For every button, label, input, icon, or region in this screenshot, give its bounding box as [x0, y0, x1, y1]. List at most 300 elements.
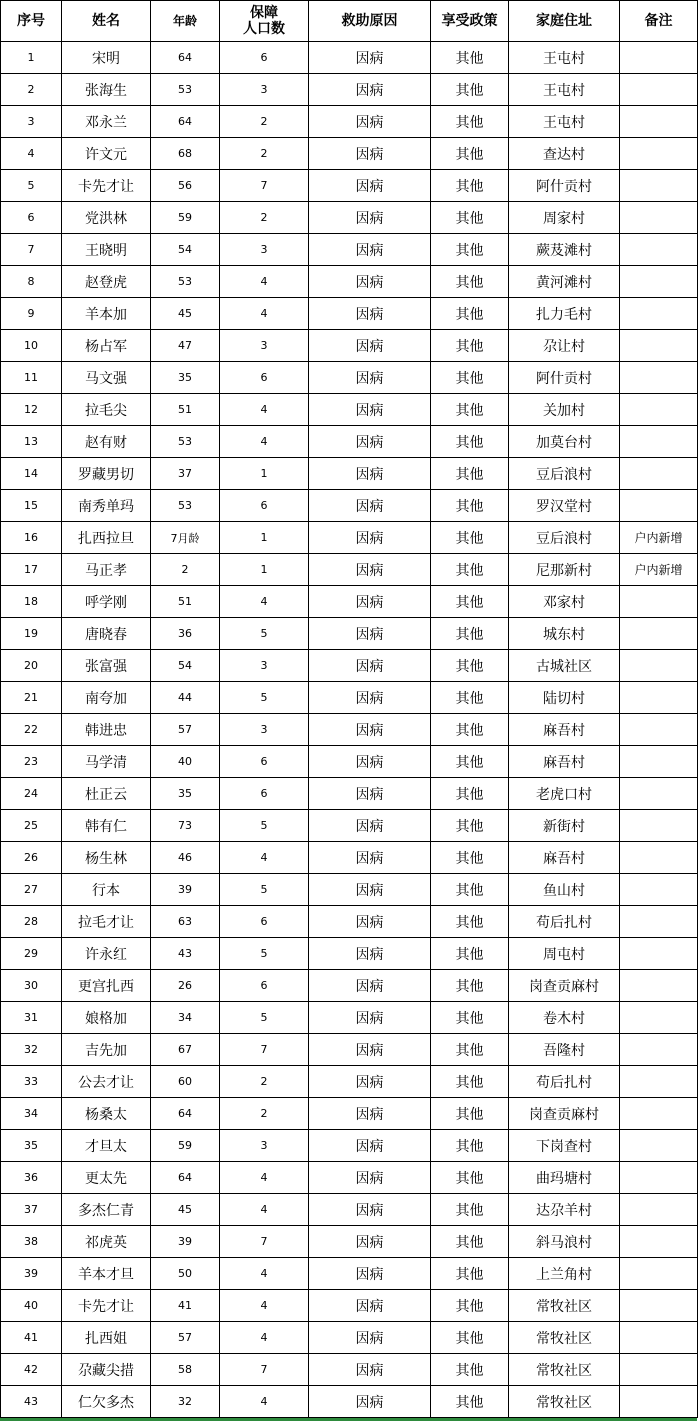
- name-cell: 宋明: [62, 42, 151, 74]
- reason-cell: 因病: [309, 330, 431, 362]
- reason-cell: 因病: [309, 842, 431, 874]
- table-row: [1, 1002, 698, 1034]
- serial-cell: 6: [1, 202, 62, 234]
- age-cell: 57: [151, 714, 220, 746]
- remarks-cell: [620, 426, 698, 458]
- table-row: [1, 970, 698, 1002]
- remarks-cell: [620, 618, 698, 650]
- policy-cell: 其他: [431, 682, 509, 714]
- table-row: [1, 650, 698, 682]
- reason-cell: 因病: [309, 906, 431, 938]
- table-row: [1, 490, 698, 522]
- covered-persons-cell: 4: [220, 842, 309, 874]
- serial-cell: 14: [1, 458, 62, 490]
- name-cell: 呼学刚: [62, 586, 151, 618]
- table-row: [1, 426, 698, 458]
- remarks-cell: [620, 682, 698, 714]
- address-cell: 常牧社区: [509, 1386, 620, 1418]
- age-cell: 64: [151, 106, 220, 138]
- name-cell: 卡先才让: [62, 1290, 151, 1322]
- header-name: 姓名: [62, 1, 151, 42]
- policy-cell: 其他: [431, 426, 509, 458]
- name-cell: 娘格加: [62, 1002, 151, 1034]
- serial-cell: 9: [1, 298, 62, 330]
- serial-cell: 1: [1, 42, 62, 74]
- remarks-cell: [620, 170, 698, 202]
- covered-persons-cell: 6: [220, 746, 309, 778]
- remarks-cell: [620, 1386, 698, 1418]
- remarks-cell: [620, 778, 698, 810]
- table-row: [1, 746, 698, 778]
- remarks-cell: 户内新增: [620, 522, 698, 554]
- remarks-cell: [620, 1226, 698, 1258]
- policy-cell: 其他: [431, 1290, 509, 1322]
- remarks-cell: [620, 970, 698, 1002]
- address-cell: 周家村: [509, 202, 620, 234]
- table-row: [1, 1290, 698, 1322]
- name-cell: 羊本才旦: [62, 1258, 151, 1290]
- table-row: [1, 394, 698, 426]
- age-cell: 53: [151, 266, 220, 298]
- reason-cell: 因病: [309, 714, 431, 746]
- serial-cell: 18: [1, 586, 62, 618]
- reason-cell: 因病: [309, 298, 431, 330]
- covered-persons-cell: 2: [220, 202, 309, 234]
- reason-cell: 因病: [309, 1322, 431, 1354]
- table-row: [1, 874, 698, 906]
- policy-cell: 其他: [431, 522, 509, 554]
- age-cell: 37: [151, 458, 220, 490]
- age-cell: 46: [151, 842, 220, 874]
- serial-cell: 5: [1, 170, 62, 202]
- reason-cell: 因病: [309, 42, 431, 74]
- remarks-cell: 户内新增: [620, 554, 698, 586]
- age-cell: 7月龄: [151, 522, 220, 554]
- serial-cell: 3: [1, 106, 62, 138]
- table-row: [1, 938, 698, 970]
- policy-cell: 其他: [431, 970, 509, 1002]
- reason-cell: 因病: [309, 1226, 431, 1258]
- serial-cell: 33: [1, 1066, 62, 1098]
- age-cell: 53: [151, 74, 220, 106]
- reason-cell: 因病: [309, 554, 431, 586]
- reason-cell: 因病: [309, 650, 431, 682]
- policy-cell: 其他: [431, 1194, 509, 1226]
- age-cell: 51: [151, 394, 220, 426]
- serial-cell: 29: [1, 938, 62, 970]
- table-row: [1, 362, 698, 394]
- name-cell: 南秀单玛: [62, 490, 151, 522]
- reason-cell: 因病: [309, 778, 431, 810]
- covered-persons-cell: 4: [220, 1194, 309, 1226]
- age-cell: 67: [151, 1034, 220, 1066]
- remarks-cell: [620, 330, 698, 362]
- policy-cell: 其他: [431, 330, 509, 362]
- covered-persons-cell: 4: [220, 1290, 309, 1322]
- remarks-cell: [620, 906, 698, 938]
- policy-cell: 其他: [431, 874, 509, 906]
- serial-cell: 41: [1, 1322, 62, 1354]
- age-cell: 54: [151, 234, 220, 266]
- table-row: [1, 330, 698, 362]
- serial-cell: 23: [1, 746, 62, 778]
- remarks-cell: [620, 1162, 698, 1194]
- serial-cell: 34: [1, 1098, 62, 1130]
- covered-persons-cell: 6: [220, 778, 309, 810]
- policy-cell: 其他: [431, 266, 509, 298]
- remarks-cell: [620, 810, 698, 842]
- age-cell: 51: [151, 586, 220, 618]
- reason-cell: 因病: [309, 362, 431, 394]
- header-remarks: 备注: [620, 1, 698, 42]
- name-cell: 张海生: [62, 74, 151, 106]
- table-row: [1, 1194, 698, 1226]
- covered-persons-cell: 4: [220, 1386, 309, 1418]
- address-cell: 黄河滩村: [509, 266, 620, 298]
- table-row: [1, 906, 698, 938]
- covered-persons-cell: 3: [220, 1130, 309, 1162]
- name-cell: 尕藏尖措: [62, 1354, 151, 1386]
- address-cell: 古城社区: [509, 650, 620, 682]
- reason-cell: 因病: [309, 1386, 431, 1418]
- name-cell: 卡先才让: [62, 170, 151, 202]
- covered-persons-cell: 6: [220, 42, 309, 74]
- policy-cell: 其他: [431, 1162, 509, 1194]
- serial-cell: 40: [1, 1290, 62, 1322]
- reason-cell: 因病: [309, 490, 431, 522]
- address-cell: 周屯村: [509, 938, 620, 970]
- policy-cell: 其他: [431, 1226, 509, 1258]
- age-cell: 59: [151, 202, 220, 234]
- age-cell: 53: [151, 426, 220, 458]
- address-cell: 常牧社区: [509, 1290, 620, 1322]
- address-cell: 麻吾村: [509, 746, 620, 778]
- age-cell: 44: [151, 682, 220, 714]
- name-cell: 王晓明: [62, 234, 151, 266]
- age-cell: 57: [151, 1322, 220, 1354]
- name-cell: 祁虎英: [62, 1226, 151, 1258]
- name-cell: 赵登虎: [62, 266, 151, 298]
- age-cell: 2: [151, 554, 220, 586]
- name-cell: 马文强: [62, 362, 151, 394]
- name-cell: 马正孝: [62, 554, 151, 586]
- remarks-cell: [620, 458, 698, 490]
- header-covered-persons: [220, 1, 309, 42]
- policy-cell: 其他: [431, 490, 509, 522]
- policy-cell: 其他: [431, 362, 509, 394]
- address-cell: 鱼山村: [509, 874, 620, 906]
- name-cell: 羊本加: [62, 298, 151, 330]
- reason-cell: 因病: [309, 170, 431, 202]
- reason-cell: 因病: [309, 1034, 431, 1066]
- age-cell: 39: [151, 874, 220, 906]
- policy-cell: 其他: [431, 106, 509, 138]
- table-row: [1, 42, 698, 74]
- age-cell: 43: [151, 938, 220, 970]
- policy-cell: 其他: [431, 650, 509, 682]
- address-cell: 尼那新村: [509, 554, 620, 586]
- reason-cell: 因病: [309, 1130, 431, 1162]
- covered-persons-cell: 7: [220, 1226, 309, 1258]
- policy-cell: 其他: [431, 778, 509, 810]
- table-row: [1, 1098, 698, 1130]
- serial-cell: 26: [1, 842, 62, 874]
- covered-persons-cell: 2: [220, 138, 309, 170]
- covered-persons-cell: 6: [220, 362, 309, 394]
- reason-cell: 因病: [309, 202, 431, 234]
- policy-cell: 其他: [431, 810, 509, 842]
- table-row: [1, 1354, 698, 1386]
- serial-cell: 39: [1, 1258, 62, 1290]
- covered-persons-cell: 5: [220, 682, 309, 714]
- remarks-cell: [620, 490, 698, 522]
- serial-cell: 7: [1, 234, 62, 266]
- remarks-cell: [620, 1194, 698, 1226]
- name-cell: 许永红: [62, 938, 151, 970]
- name-cell: 党洪林: [62, 202, 151, 234]
- serial-cell: 15: [1, 490, 62, 522]
- covered-persons-cell: 3: [220, 650, 309, 682]
- reason-cell: 因病: [309, 266, 431, 298]
- policy-cell: 其他: [431, 1386, 509, 1418]
- header-covered-persons-line1: 保障: [250, 5, 278, 21]
- serial-cell: 16: [1, 522, 62, 554]
- policy-cell: 其他: [431, 842, 509, 874]
- age-cell: 54: [151, 650, 220, 682]
- covered-persons-cell: 1: [220, 554, 309, 586]
- age-cell: 41: [151, 1290, 220, 1322]
- name-cell: 杨桑太: [62, 1098, 151, 1130]
- header-age: 年龄: [151, 1, 220, 42]
- policy-cell: 其他: [431, 298, 509, 330]
- table-row: [1, 842, 698, 874]
- table-row: [1, 1066, 698, 1098]
- reason-cell: 因病: [309, 138, 431, 170]
- age-cell: 73: [151, 810, 220, 842]
- covered-persons-cell: 5: [220, 874, 309, 906]
- covered-persons-cell: 3: [220, 234, 309, 266]
- table-row: [1, 458, 698, 490]
- address-cell: 豆后浪村: [509, 522, 620, 554]
- policy-cell: 其他: [431, 458, 509, 490]
- covered-persons-cell: 6: [220, 490, 309, 522]
- age-cell: 63: [151, 906, 220, 938]
- policy-cell: 其他: [431, 906, 509, 938]
- age-cell: 35: [151, 778, 220, 810]
- serial-cell: 12: [1, 394, 62, 426]
- reason-cell: 因病: [309, 938, 431, 970]
- table-row: [1, 202, 698, 234]
- reason-cell: 因病: [309, 1354, 431, 1386]
- policy-cell: 其他: [431, 938, 509, 970]
- covered-persons-cell: 3: [220, 74, 309, 106]
- remarks-cell: [620, 394, 698, 426]
- age-cell: 34: [151, 1002, 220, 1034]
- name-cell: 南夸加: [62, 682, 151, 714]
- header-policy: 享受政策: [431, 1, 509, 42]
- table-row: [1, 522, 698, 554]
- table-row: [1, 1386, 698, 1418]
- name-cell: 扎西拉旦: [62, 522, 151, 554]
- address-cell: 曲玛塘村: [509, 1162, 620, 1194]
- age-cell: 35: [151, 362, 220, 394]
- policy-cell: 其他: [431, 746, 509, 778]
- address-cell: 王屯村: [509, 74, 620, 106]
- age-cell: 36: [151, 618, 220, 650]
- address-cell: 麻吾村: [509, 842, 620, 874]
- address-cell: 岗查贡麻村: [509, 1098, 620, 1130]
- remarks-cell: [620, 1354, 698, 1386]
- covered-persons-cell: 4: [220, 426, 309, 458]
- header-relief-reason: 救助原因: [309, 1, 431, 42]
- table-row: [1, 1258, 698, 1290]
- age-cell: 64: [151, 1098, 220, 1130]
- covered-persons-cell: 4: [220, 394, 309, 426]
- serial-cell: 32: [1, 1034, 62, 1066]
- policy-cell: 其他: [431, 586, 509, 618]
- table-row: [1, 1034, 698, 1066]
- age-cell: 59: [151, 1130, 220, 1162]
- serial-cell: 22: [1, 714, 62, 746]
- address-cell: 扎力毛村: [509, 298, 620, 330]
- policy-cell: 其他: [431, 42, 509, 74]
- name-cell: 才旦太: [62, 1130, 151, 1162]
- covered-persons-cell: 5: [220, 938, 309, 970]
- age-cell: 56: [151, 170, 220, 202]
- reason-cell: 因病: [309, 234, 431, 266]
- reason-cell: 因病: [309, 682, 431, 714]
- reason-cell: 因病: [309, 1162, 431, 1194]
- address-cell: 苟后扎村: [509, 1066, 620, 1098]
- age-cell: 40: [151, 746, 220, 778]
- reason-cell: 因病: [309, 586, 431, 618]
- covered-persons-cell: 5: [220, 1002, 309, 1034]
- serial-cell: 17: [1, 554, 62, 586]
- age-cell: 60: [151, 1066, 220, 1098]
- age-cell: 45: [151, 298, 220, 330]
- covered-persons-cell: 2: [220, 1098, 309, 1130]
- address-cell: 新街村: [509, 810, 620, 842]
- remarks-cell: [620, 1066, 698, 1098]
- table-row: [1, 74, 698, 106]
- remarks-cell: [620, 1002, 698, 1034]
- remarks-cell: [620, 874, 698, 906]
- reason-cell: 因病: [309, 1002, 431, 1034]
- serial-cell: 36: [1, 1162, 62, 1194]
- remarks-cell: [620, 842, 698, 874]
- table-row: [1, 138, 698, 170]
- name-cell: 韩有仁: [62, 810, 151, 842]
- covered-persons-cell: 7: [220, 1354, 309, 1386]
- serial-cell: 30: [1, 970, 62, 1002]
- address-cell: 常牧社区: [509, 1354, 620, 1386]
- address-cell: 蕨芨滩村: [509, 234, 620, 266]
- address-cell: 上兰角村: [509, 1258, 620, 1290]
- address-cell: 邓家村: [509, 586, 620, 618]
- remarks-cell: [620, 74, 698, 106]
- reason-cell: 因病: [309, 970, 431, 1002]
- table-row: [1, 618, 698, 650]
- reason-cell: 因病: [309, 1098, 431, 1130]
- address-cell: 老虎口村: [509, 778, 620, 810]
- reason-cell: 因病: [309, 106, 431, 138]
- covered-persons-cell: 4: [220, 266, 309, 298]
- name-cell: 多杰仁青: [62, 1194, 151, 1226]
- remarks-cell: [620, 714, 698, 746]
- name-cell: 拉毛才让: [62, 906, 151, 938]
- header-covered-persons-line2: 人口数: [243, 21, 285, 37]
- table-row: [1, 106, 698, 138]
- table-row: [1, 554, 698, 586]
- covered-persons-cell: 2: [220, 1066, 309, 1098]
- name-cell: 张富强: [62, 650, 151, 682]
- name-cell: 更宫扎西: [62, 970, 151, 1002]
- policy-cell: 其他: [431, 1130, 509, 1162]
- reason-cell: 因病: [309, 394, 431, 426]
- serial-cell: 42: [1, 1354, 62, 1386]
- header-address: 家庭住址: [509, 1, 620, 42]
- serial-cell: 28: [1, 906, 62, 938]
- age-cell: 53: [151, 490, 220, 522]
- age-cell: 45: [151, 1194, 220, 1226]
- address-cell: 苟后扎村: [509, 906, 620, 938]
- address-cell: 罗汉堂村: [509, 490, 620, 522]
- age-cell: 64: [151, 1162, 220, 1194]
- age-cell: 58: [151, 1354, 220, 1386]
- serial-cell: 20: [1, 650, 62, 682]
- remarks-cell: [620, 138, 698, 170]
- policy-cell: 其他: [431, 554, 509, 586]
- serial-cell: 13: [1, 426, 62, 458]
- age-cell: 64: [151, 42, 220, 74]
- reason-cell: 因病: [309, 1258, 431, 1290]
- table-row: [1, 234, 698, 266]
- remarks-cell: [620, 202, 698, 234]
- name-cell: 行本: [62, 874, 151, 906]
- remarks-cell: [620, 106, 698, 138]
- remarks-cell: [620, 1290, 698, 1322]
- table-row: [1, 682, 698, 714]
- policy-cell: 其他: [431, 202, 509, 234]
- covered-persons-cell: 4: [220, 1162, 309, 1194]
- table-row: [1, 1162, 698, 1194]
- age-cell: 50: [151, 1258, 220, 1290]
- name-cell: 马学清: [62, 746, 151, 778]
- table-row: [1, 1130, 698, 1162]
- name-cell: 扎西姐: [62, 1322, 151, 1354]
- table-body: [1, 42, 698, 1418]
- table-row: [1, 586, 698, 618]
- covered-persons-cell: 3: [220, 714, 309, 746]
- address-cell: 豆后浪村: [509, 458, 620, 490]
- remarks-cell: [620, 746, 698, 778]
- serial-cell: 31: [1, 1002, 62, 1034]
- policy-cell: 其他: [431, 1098, 509, 1130]
- remarks-cell: [620, 1130, 698, 1162]
- covered-persons-cell: 1: [220, 522, 309, 554]
- covered-persons-cell: 7: [220, 1034, 309, 1066]
- covered-persons-cell: 6: [220, 906, 309, 938]
- table-row: [1, 266, 698, 298]
- serial-cell: 4: [1, 138, 62, 170]
- bottom-green-rule: [0, 1418, 697, 1421]
- policy-cell: 其他: [431, 394, 509, 426]
- address-cell: 阿什贡村: [509, 170, 620, 202]
- policy-cell: 其他: [431, 1258, 509, 1290]
- covered-persons-cell: 4: [220, 1322, 309, 1354]
- covered-persons-cell: 5: [220, 810, 309, 842]
- address-cell: 斜马浪村: [509, 1226, 620, 1258]
